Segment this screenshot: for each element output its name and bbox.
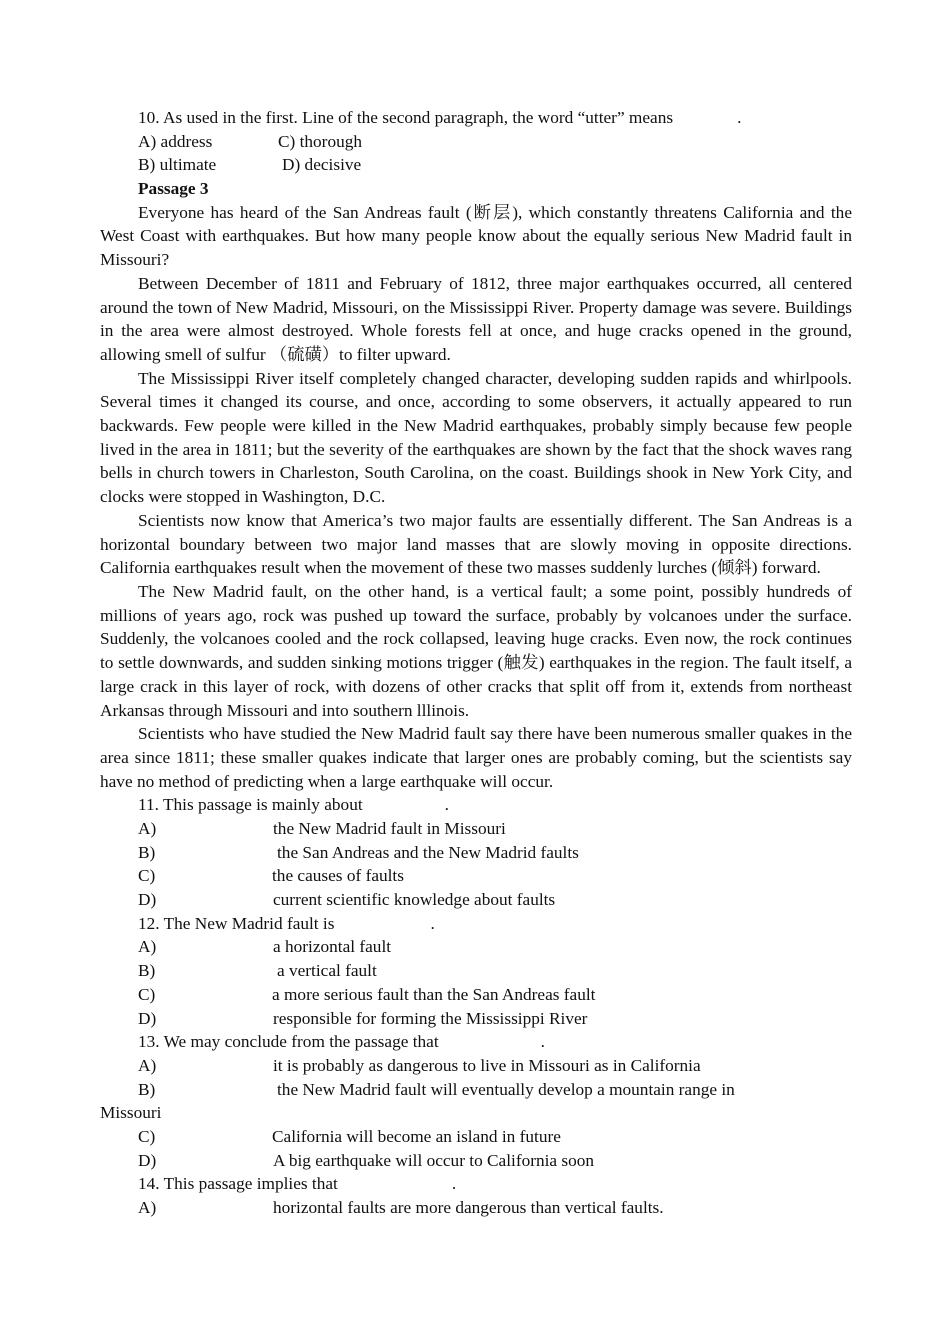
option-letter: A) xyxy=(138,1055,157,1075)
option-row xyxy=(100,1125,852,1149)
question-stem-text: 14. This passage implies that xyxy=(138,1174,338,1194)
option-row xyxy=(100,1196,852,1220)
option-b: B) ultimate xyxy=(138,155,217,175)
stem-period: . xyxy=(451,1174,457,1194)
question-stem-text: 11. This passage is mainly about xyxy=(138,795,363,815)
question-stem-text: 12. The New Madrid fault is xyxy=(138,913,335,933)
passage-heading: Passage 3 xyxy=(138,179,209,199)
option-text: the New Madrid fault will eventually develop a mountain range in xyxy=(277,1079,735,1099)
option-letter: A) xyxy=(138,1198,157,1218)
stem-period: . xyxy=(430,913,435,933)
option-text-continuation: Missouri xyxy=(100,1103,162,1123)
option-text: responsible for forming the Mississippi River xyxy=(273,1008,588,1028)
option-text: A big earthquake will occur to California soon xyxy=(273,1150,595,1170)
option-row xyxy=(100,864,852,888)
option-letter: B) xyxy=(138,961,156,981)
option-a: A) address xyxy=(138,131,213,151)
question-14-stem xyxy=(100,1172,852,1196)
passage-paragraph: Scientists who have studied the New Madrid fault say there have been numerous smaller quakes in the area since 1811; these smaller quakes indicate that larger ones are probably coming, but the scientists say have no method of predicting when a large earthquake will occur. xyxy=(100,724,852,791)
option-text: a vertical fault xyxy=(277,961,377,981)
document-page xyxy=(100,106,852,1220)
question-12-stem xyxy=(100,912,852,936)
option-letter: D) xyxy=(138,1150,157,1170)
option-row xyxy=(100,1149,852,1173)
option-letter: A) xyxy=(138,819,157,839)
question-11-stem xyxy=(100,793,852,817)
option-row xyxy=(100,1078,852,1125)
option-letter: A) xyxy=(138,937,157,957)
option-row xyxy=(100,959,852,983)
question-10-stem xyxy=(100,106,852,130)
option-row xyxy=(100,983,852,1007)
option-letter: C) xyxy=(138,1126,156,1146)
option-text: current scientific knowledge about faults xyxy=(273,890,556,910)
question-10-options-row-1 xyxy=(100,130,852,154)
option-letter: C) xyxy=(138,984,156,1004)
option-row xyxy=(100,888,852,912)
option-text: the San Andreas and the New Madrid faults xyxy=(277,842,579,862)
stem-period: . xyxy=(737,108,742,127)
stem-period: . xyxy=(540,1032,545,1052)
option-row xyxy=(100,1007,852,1031)
option-letter: C) xyxy=(138,866,156,886)
option-row xyxy=(100,841,852,865)
question-stem-text: 10. As used in the first. Line of the second paragraph, the word “utter” means xyxy=(138,108,674,127)
option-text: the causes of faults xyxy=(272,866,404,886)
question-13-stem xyxy=(100,1030,852,1054)
option-letter: D) xyxy=(138,1008,157,1028)
stem-period: . xyxy=(444,795,449,815)
option-text: California will become an island in future xyxy=(272,1126,561,1146)
question-stem-text: 13. We may conclude from the passage that xyxy=(138,1032,439,1052)
option-letter: B) xyxy=(138,1079,156,1099)
option-letter: B) xyxy=(138,842,156,862)
option-text: it is probably as dangerous to live in Missouri as in California xyxy=(273,1055,701,1075)
passage-paragraph: Between December of 1811 and February of 1812, three major earthquakes occurred, all centered around the town of New Madrid, Missouri, on the Mississippi River. Property damage was severe. Buildings in the area were almost destroyed. Whole forests fell at once, and huge cracks opened in the ground, allowing smell of sulfur （硫磺）to filter upward. xyxy=(100,273,852,364)
option-text: horizontal faults are more dangerous than vertical faults. xyxy=(273,1198,664,1218)
option-d: D) decisive xyxy=(282,155,362,175)
option-text: the New Madrid fault in Missouri xyxy=(273,819,506,839)
passage-paragraph: The New Madrid fault, on the other hand, is a vertical fault; a some point, possibly hundreds of millions of years ago, rock was pushed up toward the surface, probably by volcanoes under the surface. Suddenly, the volcanoes cooled and the rock collapsed, leaving huge cracks. Even now, the rock continues to settle downwards, and sudden sinking motions trigger (触发) earthquakes in the region. The fault itself, a large crack in this layer of rock, with dozens of other cracks that split off from it, extends from northeast Arkansas through Missouri and into southern lllinois. xyxy=(100,582,852,720)
passage-paragraph: Everyone has heard of the San Andreas fault (断层), which constantly threatens California and the West Coast with earthquakes. But how many people know about the equally serious New Madrid fault in Missouri? xyxy=(100,202,852,270)
option-row xyxy=(100,935,852,959)
option-row xyxy=(100,1054,852,1078)
passage-paragraph: Scientists now know that America’s two major faults are essentially different. The San Andreas is a horizontal boundary between two major land masses that are slowly moving in opposite directions. California earthquakes result when the movement of these two masses suddenly lurches (倾斜) forward. xyxy=(100,510,852,578)
question-10-options-row-2 xyxy=(100,153,852,177)
option-row xyxy=(100,817,852,841)
option-text: a more serious fault than the San Andreas fault xyxy=(272,984,596,1004)
passage-paragraph: The Mississippi River itself completely changed character, developing sudden rapids and whirlpools. Several times it changed its course, and once, according to some observers, it actually appeared to run backwards. Few people were killed in the New Madrid earthquakes, probably simply because few people lived in the area in 1811; but the severity of the earthquakes are shown by the fact that the shock waves rang bells in church towers in Charleston, South Carolina, on the coast. Buildings shook in New York City, and clocks were stopped in Washington, D.C. xyxy=(100,368,852,507)
option-text: a horizontal fault xyxy=(273,937,392,957)
option-letter: D) xyxy=(138,890,157,910)
option-c: C) thorough xyxy=(278,131,363,151)
